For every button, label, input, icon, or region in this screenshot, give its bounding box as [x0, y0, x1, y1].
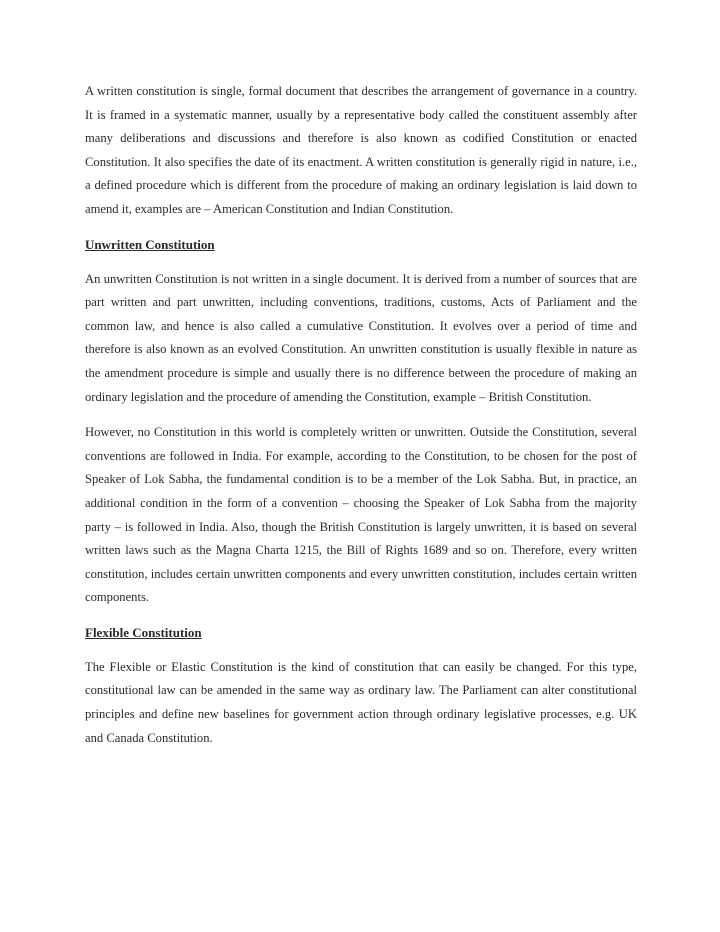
heading-unwritten-constitution: Unwritten Constitution — [85, 236, 215, 252]
document-body — [85, 80, 637, 762]
paragraph-written-constitution: A written constitution is single, formal document that describes the arrangement of governance in a country. It is framed in a systematic manner, usually by a representative body called the constituent assembly after many deliberations and discussions and therefore is also known as codified Constitution or enacted Constitution. It also specifies the date of its enactment. A written constitution is generally rigid in nature, i.e., a defined procedure which is different from the procedure of making an ordinary legislation is laid down to amend it, examples are – American Constitution and Indian Constitution. — [85, 84, 637, 216]
paragraph-unwritten-constitution: An unwritten Constitution is not written in a single document. It is derived from a number of sources that are part written and part unwritten, including conventions, traditions, customs, Acts of Parliament and the common law, and hence is also called a cumulative Constitution. It evolves over a period of time and therefore is also known as an evolved Constitution. An unwritten constitution is usually flexible in nature as the amendment procedure is simple and usually there is no difference between the procedure of making an ordinary legislation and the procedure of amending the Constitution, example – British Constitution. — [85, 271, 637, 404]
paragraph-mixed-constitution: However, no Constitution in this world is completely written or unwritten. Outside the Constitution, several conventions are followed in India. For example, according to the Constitution, to be chosen for the post of Speaker of Lok Sabha, the fundamental condition is to be a member of the Lok Sabha. But, in practice, an additional condition in the form of a convention – choosing the Speaker of Lok Sabha from the majority party – is followed in India. Also, though the British Constitution is largely unwritten, it is based on several written laws such as the Magna Charta 1215, the Bill of Rights 1689 and so on. Therefore, every written constitution, includes certain unwritten components and every unwritten constitution, includes certain written components. — [85, 425, 637, 605]
paragraph-flexible-constitution: The Flexible or Elastic Constitution is the kind of constitution that can easily be changed. For this type, constitutional law can be amended in the same way as ordinary law. The Parliament can alter constitutional principles and define new baselines for government action through ordinary legislative processes, e.g. UK and Canada Constitution. — [85, 659, 637, 745]
heading-flexible-constitution: Flexible Constitution — [85, 624, 202, 640]
